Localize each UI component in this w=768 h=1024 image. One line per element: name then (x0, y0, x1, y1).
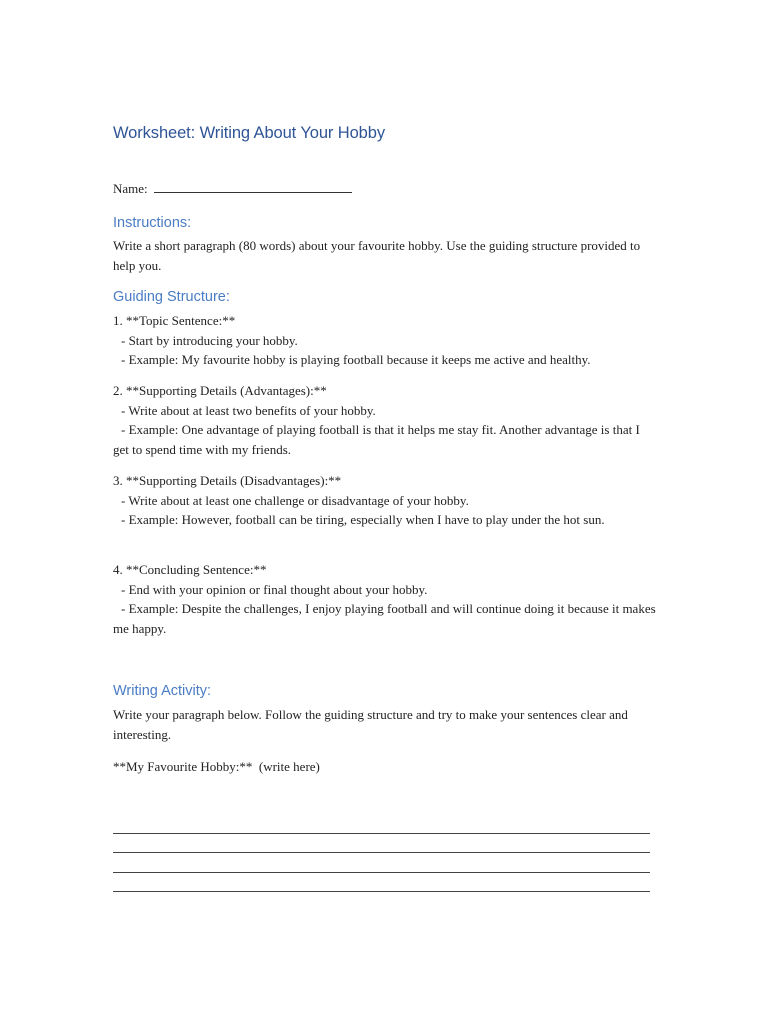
writing-activity-text: Write your paragraph below. Follow the guiding structure and try to make your sentences clear and interesting. (113, 707, 628, 742)
favourite-hobby-prompt: **My Favourite Hobby:** (write here) (113, 759, 320, 774)
writing-line[interactable] (113, 853, 650, 873)
instructions-heading: Instructions: (113, 215, 192, 231)
writing-line[interactable] (113, 814, 650, 834)
step-title: 4. **Concluding Sentence:** (113, 562, 267, 577)
guide-step-topic-sentence (113, 311, 658, 370)
step-line: - Example: My favourite hobby is playing football because it keeps me active and healthy. (121, 352, 591, 367)
guide-step-concluding-sentence (113, 560, 658, 638)
step-line: - Example: One advantage of playing football is that it helps me stay fit. Another advantage is that I get to spend time with my friends. (113, 422, 644, 457)
guiding-structure-heading: Guiding Structure: (113, 289, 230, 305)
writing-line[interactable] (113, 834, 650, 854)
worksheet-title: Worksheet: Writing About Your Hobby (113, 124, 385, 142)
step-title: 1. **Topic Sentence:** (113, 313, 236, 328)
instructions-text: Write a short paragraph (80 words) about your favourite hobby. Use the guiding structure provided to help you. (113, 238, 641, 273)
name-field-row (113, 180, 658, 197)
guide-step-advantages (113, 381, 658, 459)
writing-lines[interactable] (113, 814, 650, 892)
step-title: 2. **Supporting Details (Advantages):** (113, 383, 327, 398)
guide-step-disadvantages (113, 471, 658, 530)
name-blank-line[interactable] (154, 180, 352, 193)
name-label: Name: (113, 181, 148, 196)
step-title: 3. **Supporting Details (Disadvantages):** (113, 473, 342, 488)
step-line: - Example: However, football can be tiring, especially when I have to play under the hot sun. (121, 512, 605, 527)
step-line: - Start by introducing your hobby. (121, 332, 298, 348)
writing-line[interactable] (113, 873, 650, 893)
writing-activity-heading: Writing Activity: (113, 683, 212, 699)
step-line: - End with your opinion or final thought about your hobby. (121, 581, 428, 597)
step-line: - Write about at least two benefits of your hobby. (121, 402, 376, 418)
step-line: - Write about at least one challenge or disadvantage of your hobby. (121, 492, 469, 508)
step-line: - Example: Despite the challenges, I enjoy playing football and will continue doing it because it makes me happy. (113, 601, 659, 636)
